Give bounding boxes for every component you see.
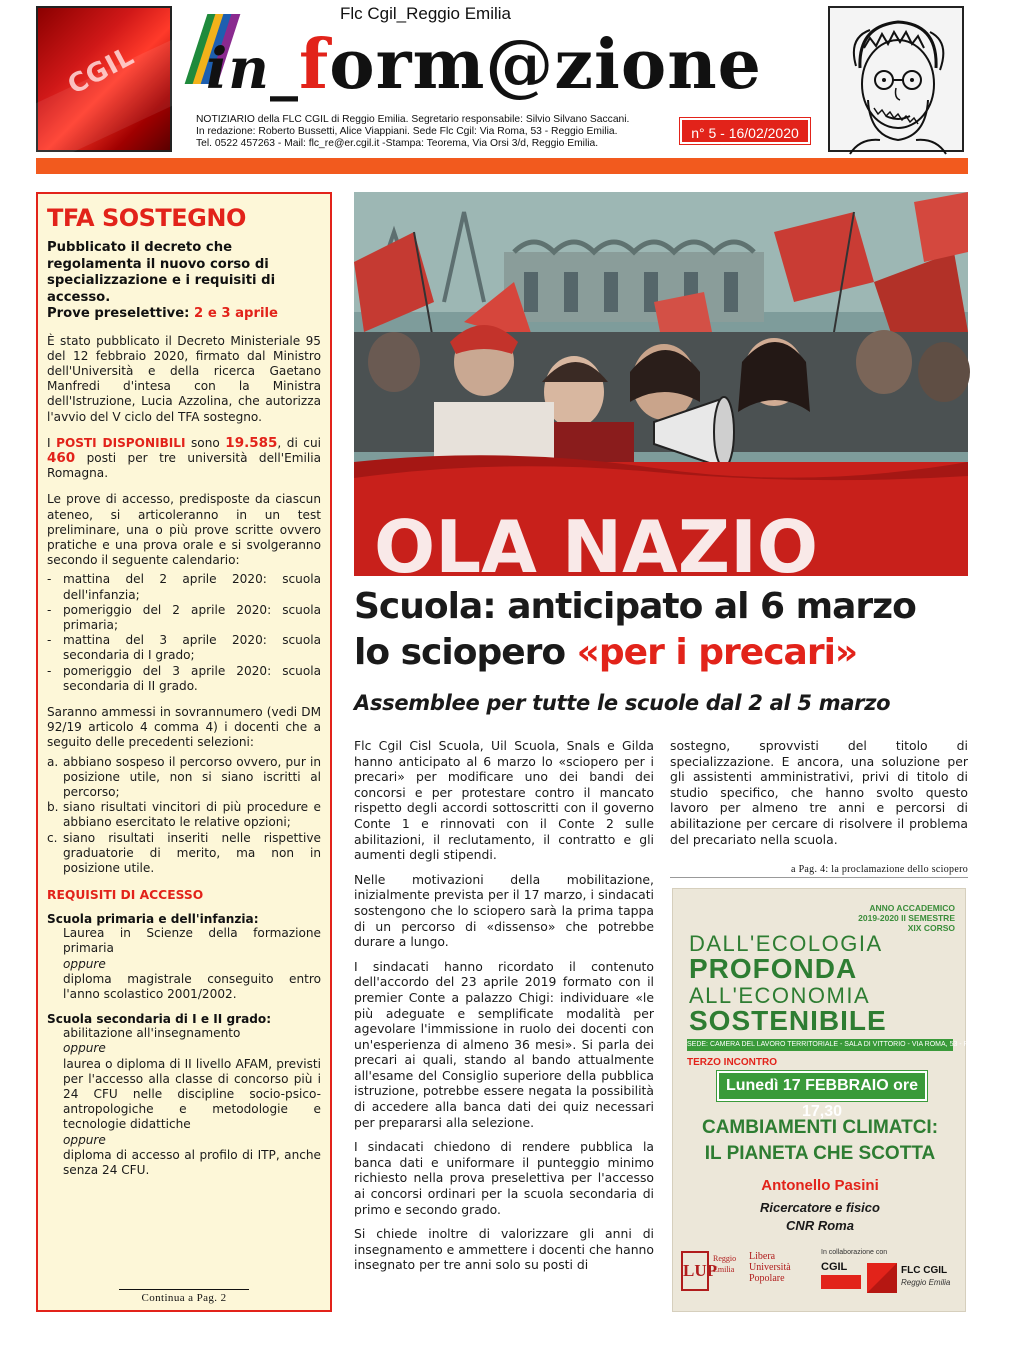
masthead-info-line: In redazione: Roberto Bussetti, Alice Viappiani. Sede Flc Cgil: Via Roma, 53 - Reggio Emilia. <box>196 126 618 137</box>
headline-line-2a: lo sciopero <box>354 632 577 673</box>
ad-venue: SEDE: CAMERA DEL LAVORO TERRITORIALE - SALA DI VITTORIO - VIA ROMA, 53 - REGGIO EMILIA <box>687 1039 953 1051</box>
list-marker: c. <box>47 830 58 845</box>
calendar-item: mattina del 3 aprile 2020: scuola secondaria di I grado; <box>63 633 321 663</box>
conditions-list <box>47 755 321 877</box>
ad-topic <box>673 1115 967 1167</box>
condition-item: siano risultati inseriti nelle rispettive graduatorie di merito, ma non in posizione utile. <box>63 830 321 875</box>
ad-speaker-role <box>673 1199 967 1235</box>
flc-logo: FLC CGIL <box>901 1265 948 1276</box>
sidebar-text: sono <box>185 435 226 450</box>
headline-line-1: Scuola: anticipato al 6 marzo <box>354 586 916 627</box>
list-item: - pomeriggio del 2 aprile 2020: scuola primaria; <box>47 602 321 632</box>
headline-line-2 <box>354 630 968 676</box>
sidebar-posti-paragraph <box>47 436 321 482</box>
requirement-text: Laurea in Scienze della formazione primaria <box>63 926 321 956</box>
tfa-sostegno-box <box>36 192 332 1312</box>
lup-name: Libera Università Popolare <box>749 1251 791 1284</box>
masthead-info <box>196 114 676 150</box>
ad-role-line-1: Ricercatore e fisico <box>760 1200 880 1215</box>
flc-city: Reggio Emilia <box>901 1278 951 1287</box>
ad-incontro-label: TERZO INCONTRO <box>687 1057 777 1068</box>
cgil-logo: CGIL <box>821 1261 848 1273</box>
article-paragraph: I sindacati hanno ricordato il contenuto dell'accordo del 23 aprile 2019 formato con il premier Conte a palazzo Chigi: individuare «le più adeguate e semplificate modalità per agevolare l'immissione in ruolo dei docenti con un'esperienza di almeno 36 mesi». Si parla dei precari ai quali, stando al bando attualmente all'esame del Consiglio superiore della pubblica istruzione, potrebbe essere negata la possibilità di accedere alla banca dati dei quiz necessari per prepararsi alla selezione. <box>354 958 654 1130</box>
oppure-text: oppure <box>63 956 106 971</box>
sidebar-text: , di cui <box>277 435 321 450</box>
banner-text: OLA NAZIO <box>374 505 819 589</box>
portrait-drawing <box>828 6 964 152</box>
oppure-text: oppure <box>63 1132 106 1147</box>
calendar-list <box>47 572 321 694</box>
article-headline <box>354 584 968 676</box>
continue-link[interactable] <box>38 1292 330 1304</box>
ad-academic-year: ANNO ACCADEMICO 2019-2020 II SEMESTRE XIX CORSO <box>858 903 955 933</box>
secondaria-heading: Scuola secondaria di I e II grado: <box>47 1012 272 1027</box>
ad-role-line-2: CNR Roma <box>786 1218 854 1233</box>
sidebar-text: I <box>47 435 57 450</box>
sidebar-lead-prove: Prove preselettive: <box>47 306 195 321</box>
ad-date-badge: Lunedì 17 FEBBRAIO ore 17,30 <box>717 1071 927 1101</box>
sidebar-lead-dates: 2 e 3 aprile <box>194 306 278 321</box>
list-item: - pomeriggio del 3 aprile 2020: scuola secondaria di II grado. <box>47 663 321 693</box>
ad-title-line-1: DALL'ECOLOGIA <box>689 931 883 956</box>
sidebar-lead-text: Pubblicato il decreto che regolamenta il nuovo corso di specializzazione e i requisiti di accesso. <box>47 240 276 305</box>
posti-emilia: 460 <box>47 449 76 466</box>
list-item <box>47 755 321 801</box>
masthead-subtitle: Flc Cgil_Reggio Emilia <box>340 4 512 23</box>
masthead-info-line: Tel. 0522 457263 - Mail: flc_re@er.cgil.it -Stampa: Teorema, Via Orsi 3/d, Reggio Emilia. <box>196 138 599 149</box>
article-paragraph: sostegno, sprovvisti del titolo di specializzazione. E ancora, una soluzione per gli assistenti amministrativi, privi di titolo di studio specifico, che hanno svolto questo lavoro per almeno tre anni e percorsi di abilitazione per cercare di risolvere il problema del precariato nella scuola. <box>670 738 968 847</box>
ad-title-line-3: ALL'ECONOMIA <box>689 983 871 1008</box>
requirement-text: abilitazione all'insegnamento <box>63 1026 241 1041</box>
article-paragraph: Flc Cgil Cisl Scuola, Uil Scuola, Snals e Gilda hanno anticipato al 6 marzo lo «sciopero per i precari» per modificare uno dei bandi dei concorsi e per protestare contro il mancato rispetto degli accordi sottoscritti con il governo Conte 1 e rinnovati con il Conte 2 sulle abilitazioni, il reclutamento, il contratto e gli aumenti degli stipendi. <box>354 738 654 863</box>
article-column-right <box>670 738 968 847</box>
protest-march-illustration <box>354 192 968 589</box>
masthead-title-in: in_ <box>206 36 299 102</box>
ad-speaker: Antonello Pasini <box>761 1177 879 1194</box>
article-paragraph: Si chiede inoltre di valorizzare gli anni di insegnamento e ammettere i docenti che hanno insegnato per tre anni solo su posti di <box>354 1226 654 1273</box>
portrait-sketch-icon <box>830 8 966 154</box>
requirement-text: laurea o diploma di II livello AFAM, previsti per l'accesso alla classe di concorso più i 24 CFU nelle discipline socio-psico-antropologiche e metodologie e tecnologie didattiche <box>63 1056 321 1132</box>
protest-photo <box>354 192 968 589</box>
requirement-text: diploma di accesso al profilo di ITP, anche senza 24 CFU. <box>63 1147 321 1178</box>
primaria-heading: Scuola primaria e dell'infanzia: <box>47 912 259 927</box>
article-paragraph: I sindacati chiedono di rendere pubblica la banca dati e uniformare il punteggio minimo richiesto nella prova preselettiva per l'accesso ai concorsi ordinari per la scuola secondaria di primo e secondo grado. <box>354 1139 654 1217</box>
ad-title-line-4: SOSTENIBILE <box>689 1005 887 1036</box>
cgil-logo-bar-icon <box>821 1275 861 1289</box>
sidebar-paragraph: Saranno ammessi in sovrannumero (vedi DM 92/19 articolo 4 comma 4) i docenti che a seguito delle precedenti selezioni: <box>47 704 321 750</box>
flc-logo-icon <box>867 1263 897 1293</box>
requisiti-heading: REQUISITI DI ACCESSO <box>47 888 204 903</box>
continue-label: Continua a Pag. 2 <box>119 1289 248 1304</box>
list-item <box>47 800 321 830</box>
event-advertisement <box>672 888 1016 1312</box>
masthead-info-line: NOTIZIARIO della FLC CGIL di Reggio Emilia. Segretario responsabile: Silvio Silvano Saccani. <box>196 114 630 125</box>
calendar-item: mattina del 2 aprile 2020: scuola dell'infanzia; <box>63 572 321 602</box>
condition-item: siano risultati vincitori di più procedure e abbiano esercitato le relative opzioni; <box>63 800 321 830</box>
list-marker: a. <box>47 754 59 769</box>
calendar-item: pomeriggio del 2 aprile 2020: scuola primaria; <box>63 602 321 632</box>
masthead-title-f: f <box>299 25 330 105</box>
cgil-flag-photo <box>36 6 172 152</box>
sidebar-lead <box>47 240 321 323</box>
headline-quote: «per i precari» <box>576 632 858 673</box>
oppure-text: oppure <box>63 1041 106 1056</box>
flag-logo-text: CGIL <box>63 41 140 101</box>
calendar-item: pomeriggio del 3 aprile 2020: scuola secondaria di II grado. <box>63 663 321 693</box>
article-column-middle <box>354 738 654 1273</box>
lup-logo: LUP <box>681 1251 709 1291</box>
lup-city: Reggio Emilia <box>713 1254 737 1274</box>
sidebar-title: TFA SOSTEGNO <box>47 204 246 232</box>
list-item: - mattina del 3 aprile 2020: scuola secondaria di I grado; <box>47 633 321 663</box>
issue-badge: n° 5 - 16/02/2020 <box>680 118 810 144</box>
masthead-title <box>206 22 816 108</box>
header-orange-rule <box>36 158 968 174</box>
ad-topic-line-1: CAMBIAMENTI CLIMATCI: <box>701 1117 939 1138</box>
page-reference-link[interactable]: a Pag. 4: la proclamazione dello sciopero <box>670 864 968 878</box>
article-paragraph: Nelle motivazioni della mobilitazione, inizialmente prevista per il 17 marzo, i sindacati sostengono che lo sciopero sarà la prima tappa di un percorso di «dissenso» che potrebbe durare a lungo. <box>354 871 654 950</box>
list-item: - mattina del 2 aprile 2020: scuola dell'infanzia; <box>47 572 321 602</box>
ad-collab-label: In collaborazione con <box>821 1249 888 1256</box>
sidebar-text: posti per tre università dell'Emilia Romagna. <box>47 450 321 481</box>
posti-label: POSTI DISPONIBILI <box>56 435 186 450</box>
posti-total: 19.585 <box>225 434 278 451</box>
condition-item: abbiano sospeso il percorso ovvero, pur in posizione utile, non si siano iscritti al percorso; <box>63 754 321 799</box>
article-subhead: Assemblee per tutte le scuole dal 2 al 5 marzo <box>354 691 891 715</box>
sidebar-paragraph: Le prove di accesso, predisposte da ciascun ateneo, si articoleranno in un test preliminare, una o più prove scritte ovvero pratiche e una prova orale e si svolgeranno secondo il seguente calendario: <box>47 492 321 568</box>
ad-topic-line-2: IL PIANETA CHE SCOTTA <box>704 1143 936 1164</box>
masthead-title-rest: orm@zione <box>329 25 762 105</box>
sidebar-paragraph: È stato pubblicato il Decreto Ministeriale 95 del 12 febbraio 2020, firmato dal Ministro dell'Università e della ricerca Gaetano Manfredi d'intesa con la Ministra dell'Istruzione, Lucia Azzolina, che autorizza l'avvio del V ciclo del TFA sostegno. <box>47 333 321 424</box>
list-marker: b. <box>47 800 59 815</box>
list-item <box>47 831 321 877</box>
ad-title-line-2: PROFONDA <box>689 953 858 984</box>
requirement-text: diploma magistrale conseguito entro l'anno scolastico 2001/2002. <box>63 971 321 1002</box>
